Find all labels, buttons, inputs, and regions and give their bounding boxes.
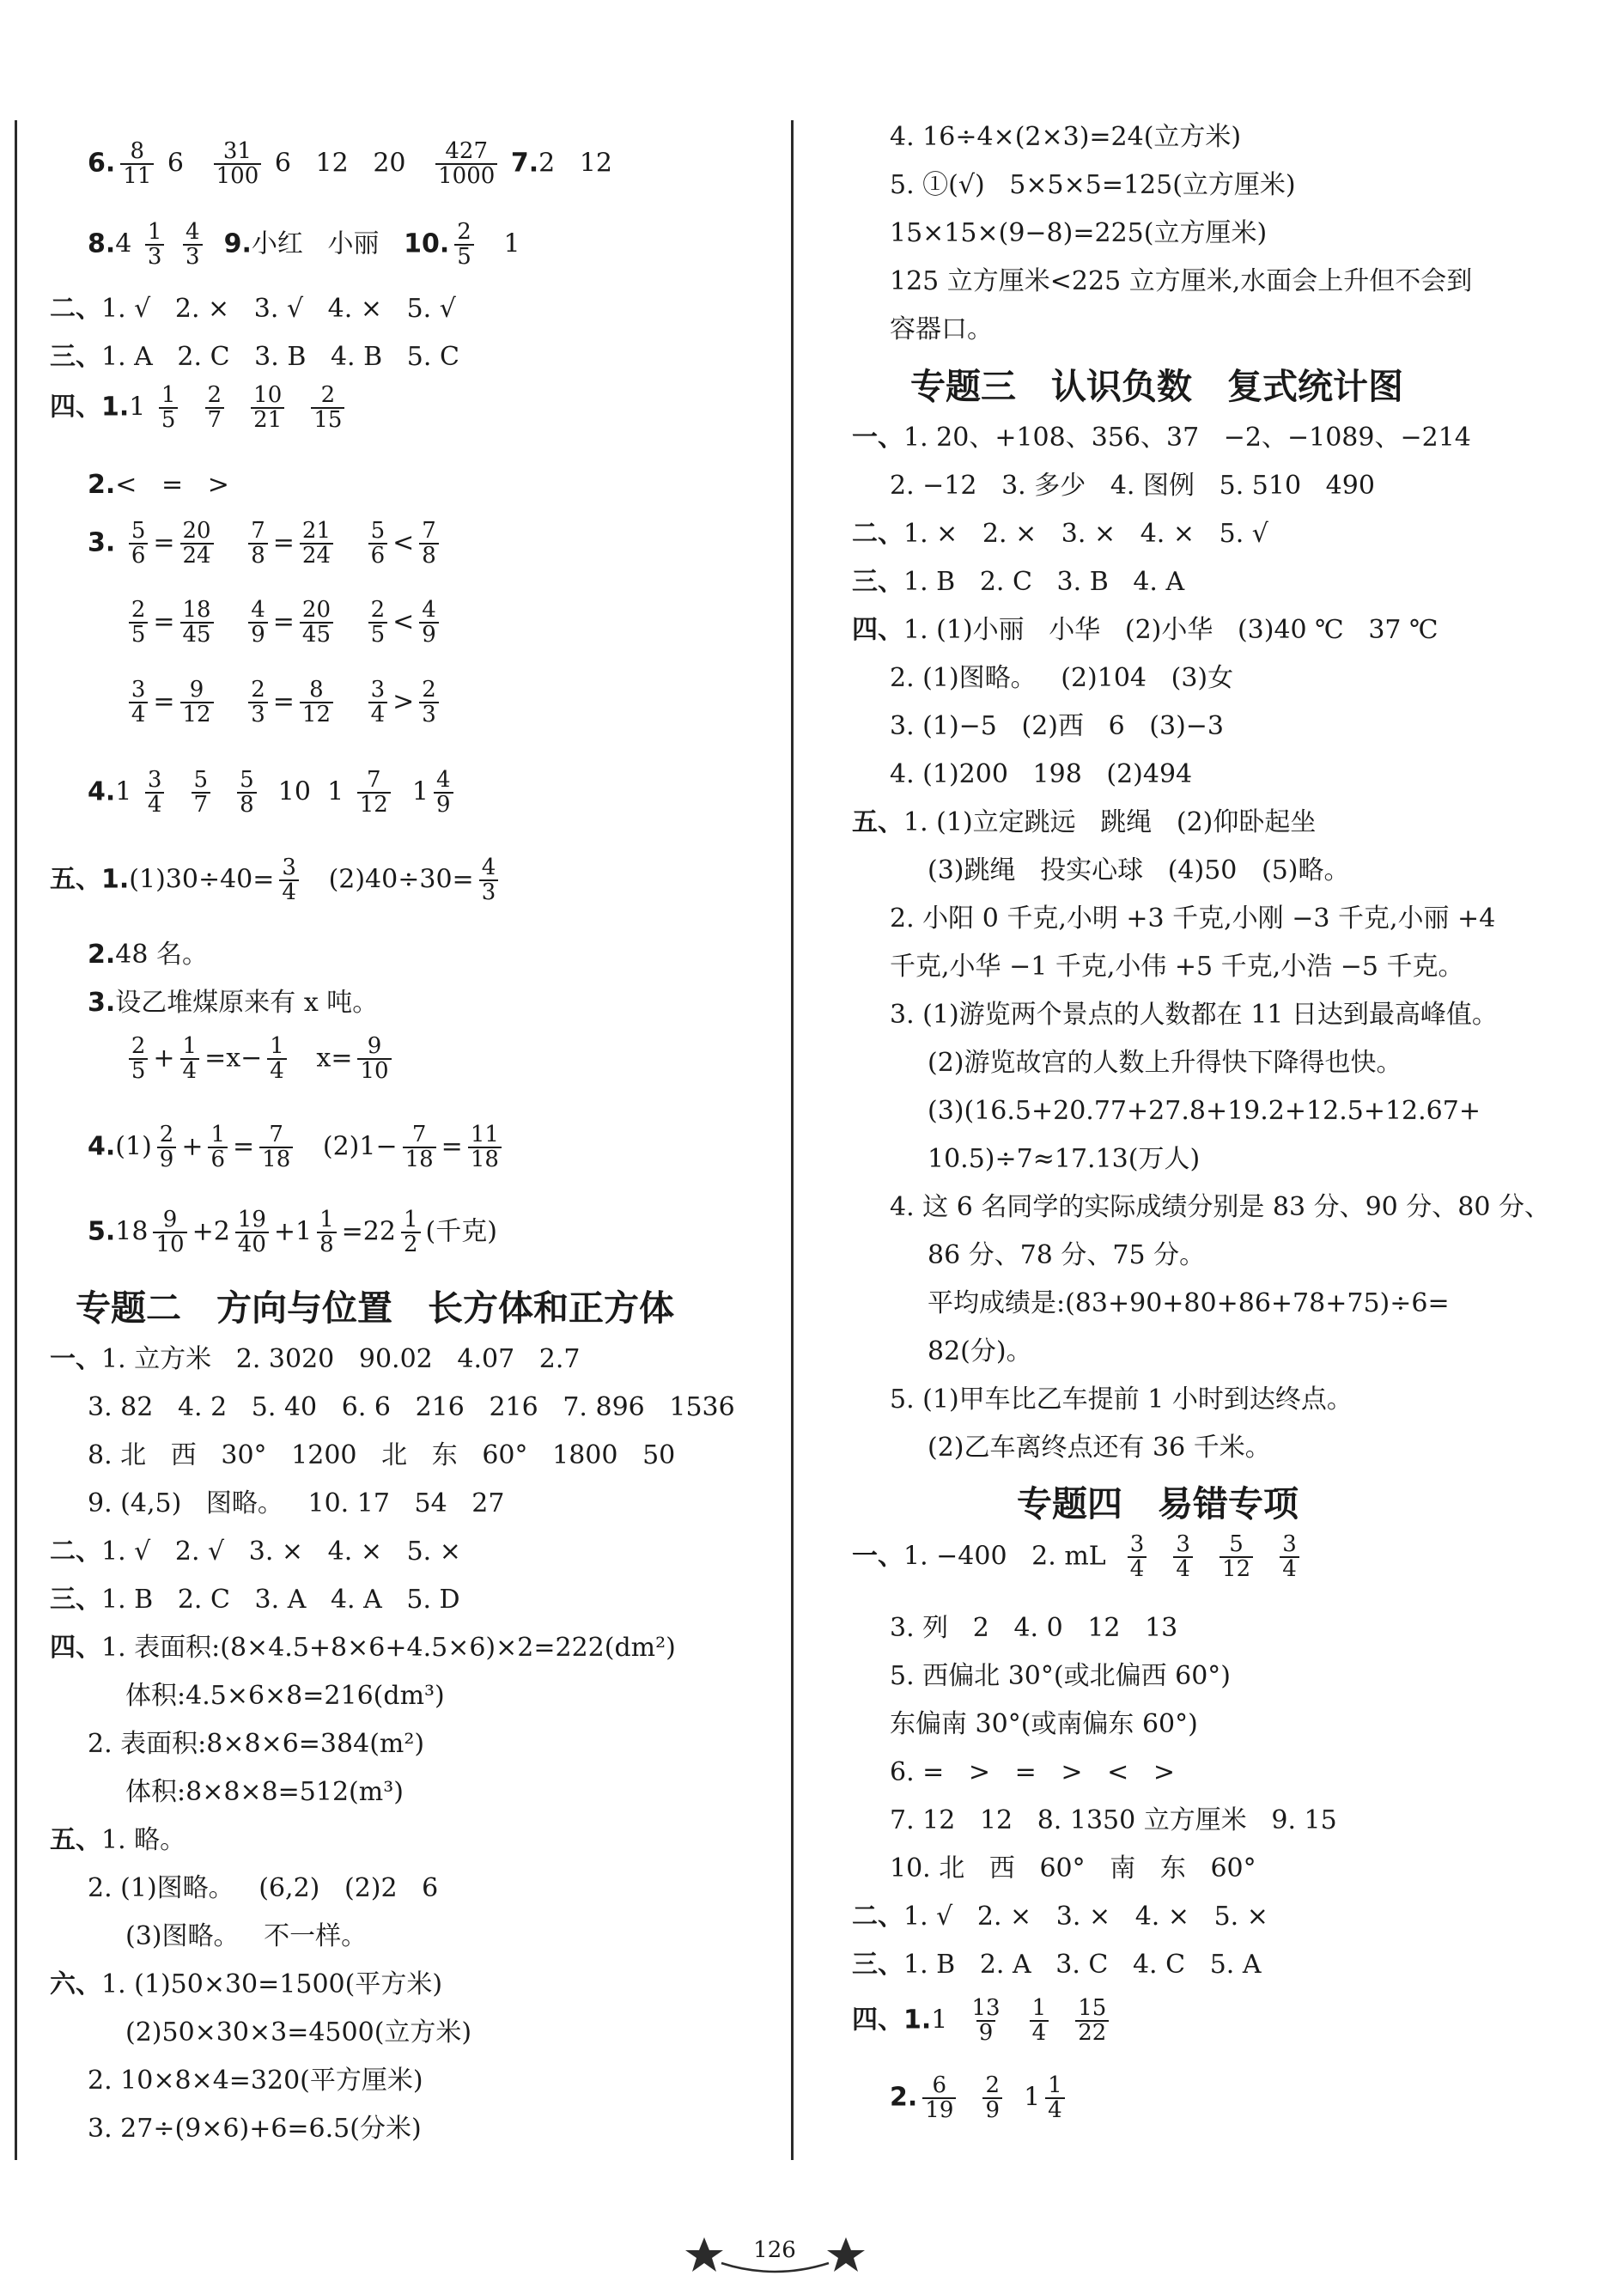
answer-line: 125 立方厘米<225 立方厘米,水面会上升但不会到 [890,266,1473,296]
answer-line: 3. 82 4. 2 5. 40 6. 6 216 216 7. 896 1536 [88,1392,735,1422]
fraction: $\frac{1}{5}$ [159,384,179,433]
answer-line: 2. 小阳 0 千克,小明 +3 千克,小刚 −3 千克,小丽 +4 [890,904,1496,934]
center-divider-line [791,120,794,2160]
answer-line: 8. 北 西 30° 1200 北 东 60° 1800 50 [88,1440,676,1470]
answer-line: 3. 列 2 4. 0 12 13 [890,1613,1178,1643]
answer-line: (3)跳绳 投实心球 (4)50 (5)略。 [928,855,1350,885]
answer-line: 四、1. 表面积:(8×4.5+8×6+4.5×6)×2=222(dm²) [50,1633,676,1663]
fraction: $\frac{10}{21}$ [251,384,284,433]
answer-line: 3. (1)游览两个景点的人数都在 11 日达到最高峰值。 [890,1000,1498,1030]
answer-line: 三、1. B 2. C 3. A 4. A 5. D [50,1585,460,1615]
answer-line: 2. $\frac{6}{19}$ $\frac{2}{9}$ 1 $\frac{1}{4}$ [890,2074,1070,2123]
answer-line: 4.1 $\frac{3}{4}$ $\frac{5}{7}$ $\frac{5}{8}$ 10 1 $\frac{7}{12}$ 1 $\frac{4}{9}$ [88,769,459,818]
page-footer [0,2229,1624,2280]
answer-line: 体积:4.5×6×8=216(dm³) [125,1681,445,1711]
answer-line: 4. (1)200 198 (2)494 [890,759,1193,789]
answer-line: 15×15×(9−8)=225(立方厘米) [890,218,1268,248]
answer-line: 三、1. B 2. C 3. B 4. A [852,567,1185,597]
answer-line: 6. $\frac{8}{11}$ 6 $\frac{31}{100}$ 6 12 20 $\frac{427}{1000}$ 7.2 12 [88,138,612,190]
answer-line: 3. 27÷(9×6)+6=6.5(分米) [88,2114,422,2144]
answer-line: 2. (1)图略。 (6,2) (2)2 6 [88,1873,439,1903]
fraction: $\frac{2}{5}$ [454,221,474,270]
answer-line: 82(分)。 [928,1336,1032,1366]
fraction: $\frac{2}{15}$ [311,384,344,433]
answer-line: 四、1.1 $\frac{13}{9}$ $\frac{1}{4}$ $\frac{15}{22}$ [852,1997,1114,2046]
answer-line: 4. 这 6 名同学的实际成绩分别是 83 分、90 分、80 分、 [890,1192,1550,1222]
answer-line: 三、1. B 2. A 3. C 4. C 5. A [852,1950,1262,1980]
fraction: $\frac{2}{7}$ [205,384,225,433]
answer-line: (2)乙车离终点还有 36 千米。 [928,1433,1271,1463]
answer-line: 3. (1)−5 (2)西 6 (3)−3 [890,711,1225,741]
fraction: $\frac{1}{3}$ [145,221,165,270]
fraction: $\frac{8}{11}$ [120,140,154,189]
fraction: $\frac{427}{1000}$ [435,140,497,189]
answer-line: 2. −12 3. 多少 4. 图例 5. 510 490 [890,471,1375,501]
answer-line: 平均成绩是:(83+90+80+86+78+75)÷6= [928,1288,1450,1318]
answer-line: 二、1. √ 2. × 3. × 4. × 5. × [852,1902,1268,1932]
answer-line: 五、1. 略。 [50,1825,186,1855]
answer-line: 6. = > = > < > [890,1757,1176,1787]
section-title: 专题三 认识负数 复式统计图 [910,366,1403,407]
answer-line: 六、1. (1)50×30=1500(平方米) [50,1969,443,1999]
fraction-comparison-row: 3. $\frac{5}{6}$ = $\frac{20}{24}$ $\frac{7}{8}$ = $\frac{21}{24}$ $\frac{5}{6}$ < $\frac{7}{8}$ [88,520,444,569]
answer-line: 2. (1)图略。 (2)104 (3)女 [890,663,1234,693]
answer-line: 五、1.(1)30÷40= $\frac{3}{4}$ (2)40÷30= $\frac{4}{3}$ [50,856,503,905]
fraction: $\frac{31}{100}$ [214,140,262,189]
answer-line: 二、1. √ 2. × 3. √ 4. × 5. √ [50,294,456,324]
answer-line: (3)图略。 不一样。 [125,1921,368,1951]
answer-line: 一、1. 20、+108、356、37 −2、−1089、−214 [852,423,1471,453]
answer-line: 五、1. (1)立定跳远 跳绳 (2)仰卧起坐 [852,807,1317,837]
page-number: 126 [753,2237,796,2263]
answer-line: 5. (1)甲车比乙车提前 1 小时到达终点。 [890,1384,1353,1415]
answer-line: 86 分、78 分、75 分。 [928,1240,1206,1270]
answer-line: 二、1. × 2. × 3. × 4. × 5. √ [852,519,1268,549]
answer-line: (3)(16.5+20.77+27.8+19.2+12.5+12.67+ [928,1096,1481,1126]
left-margin-line [15,120,17,2160]
answer-line: 2.48 名。 [88,940,208,970]
answer-line: 二、1. √ 2. √ 3. × 4. × 5. × [50,1536,461,1567]
answer-line: 千克,小华 −1 千克,小伟 +5 千克,小浩 −5 千克。 [890,952,1464,982]
star-icon [685,2237,723,2272]
answer-line: 四、1.1 $\frac{1}{5}$ $\frac{2}{7}$ $\frac{10}{21}$ $\frac{2}{15}$ [50,384,350,433]
answer-line: 9. (4,5) 图略。 10. 17 54 27 [88,1488,505,1518]
answer-line: 10.5)÷7≈17.13(万人) [928,1144,1201,1174]
answer-line: 2. 表面积:8×8×6=384(m²) [88,1729,425,1759]
answer-line: 一、1. −400 2. mL $\frac{3}{4}$ $\frac{3}{4}$ $\frac{5}{12}$ $\frac{3}{4}$ [852,1533,1305,1582]
section-title: 专题二 方向与位置 长方体和正方体 [76,1287,674,1329]
fraction-comparison-row: $\frac{3}{4}$ = $\frac{9}{12}$ $\frac{2}{3}$ = $\frac{8}{12}$ $\frac{3}{4}$ > $\frac{2}{3}$ [88,678,444,727]
fraction: $\frac{4}{3}$ [183,221,203,270]
answer-line: 三、1. A 2. C 3. B 4. B 5. C [50,342,459,372]
answer-line: 2.< = > [88,470,229,500]
answer-line: 东偏南 30°(或南偏东 60°) [890,1709,1198,1739]
answer-line: 容器口。 [890,314,993,344]
star-icon [827,2237,865,2272]
answer-line: 3.设乙堆煤原来有 x 吨。 [88,988,379,1018]
answer-line: 10. 北 西 60° 南 东 60° [890,1853,1256,1883]
footer-ornament [0,2229,1624,2280]
answer-line: 5. ①(√) 5×5×5=125(立方厘米) [890,170,1296,200]
answer-line: 5. 西偏北 30°(或北偏西 60°) [890,1661,1231,1691]
answer-line: (2)50×30×3=4500(立方米) [125,2017,472,2048]
answer-line: (2)游览故宫的人数上升得快下降得也快。 [928,1048,1402,1078]
answer-line: 7. 12 12 8. 1350 立方厘米 9. 15 [890,1805,1337,1835]
answer-line: 2. 10×8×4=320(平方厘米) [88,2066,423,2096]
answer-line: 5.18 $\frac{9}{10}$ +2 $\frac{19}{40}$ +1 $\frac{1}{8}$ =22 $\frac{1}{2}$ (千克) [88,1207,497,1258]
answer-line: 四、1. (1)小丽 小华 (2)小华 (3)40 ℃ 37 ℃ [852,615,1438,645]
answer-line: 体积:8×8×8=512(m³) [125,1777,404,1807]
answer-line: 一、1. 立方米 2. 3020 90.02 4.07 2.7 [50,1344,581,1374]
answer-line: 8.4 $\frac{1}{3}$ $\frac{4}{3}$ 9.小红 小丽 10. $\frac{2}{5}$ 1 [88,219,520,271]
answer-line: 4. 16÷4×(2×3)=24(立方米) [890,122,1242,152]
section-title: 专题四 易错专项 [1017,1483,1299,1524]
answer-line: 4.(1) $\frac{2}{9}$ + $\frac{1}{6}$ = $\frac{7}{18}$ (2)1− $\frac{7}{18}$ = $\frac{11}{18}$ [88,1123,507,1172]
fraction-comparison-row: $\frac{2}{5}$ = $\frac{18}{45}$ $\frac{4}{9}$ = $\frac{20}{45}$ $\frac{2}{5}$ < $\frac{4}{9}$ [88,599,444,648]
answer-line: $\frac{2}{5}$ + $\frac{1}{4}$ =x− $\frac{1}{4}$ x= $\frac{9}{10}$ [88,1035,397,1084]
